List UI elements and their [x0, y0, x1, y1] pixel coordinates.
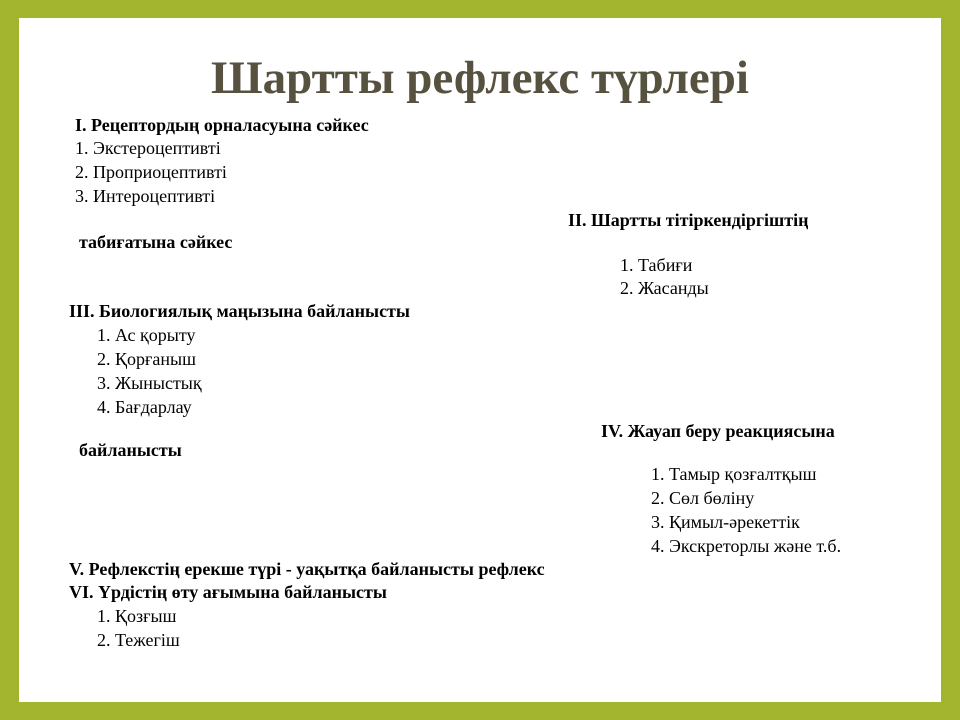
section-4-heading: ІV. Жауап беру реакциясына: [601, 421, 835, 441]
section-4-heading-cont: байланысты: [79, 440, 182, 460]
section-3-item: 3. Жыныстық: [97, 373, 202, 393]
section-4-item: 3. Қимыл-әрекеттік: [651, 512, 800, 532]
section-4-item: 4. Экскреторлы және т.б.: [651, 536, 842, 556]
section-1-heading: І. Рецептордың орналасуына сәйкес: [75, 115, 369, 135]
section-2-heading: ІІ. Шартты тітіркендіргіштің: [568, 210, 809, 230]
section-1-item: 2. Проприоцептивті: [75, 162, 227, 182]
section-6-item: 1. Қозғыш: [97, 606, 177, 626]
slide-title: Шартты рефлекс түрлері: [211, 52, 749, 104]
section-6-heading: VІ. Үрдістің өту ағымына байланысты: [69, 582, 387, 602]
section-2-item: 1. Табиғи: [620, 255, 693, 275]
section-2-heading-cont: табиғатына сәйкес: [79, 232, 233, 252]
section-3-item: 4. Бағдарлау: [97, 397, 192, 417]
section-2-item: 2. Жасанды: [620, 278, 709, 298]
section-1-item: 1. Экстероцептивті: [75, 138, 221, 158]
section-5-heading: V. Рефлекстің ерекше түрі - уақытқа байланысты рефлекс: [69, 559, 545, 579]
section-3-item: 2. Қорғаныш: [97, 349, 196, 369]
section-4-item: 1. Тамыр қозғалтқыш: [651, 464, 817, 484]
section-3-heading: ІІІ. Биологиялық маңызына байланысты: [69, 301, 410, 321]
section-4-item: 2. Сөл бөліну: [651, 488, 755, 508]
section-3-item: 1. Ас қорыту: [97, 325, 196, 345]
section-6-item: 2. Тежегіш: [97, 630, 180, 650]
section-1-item: 3. Интероцептивті: [75, 186, 216, 206]
